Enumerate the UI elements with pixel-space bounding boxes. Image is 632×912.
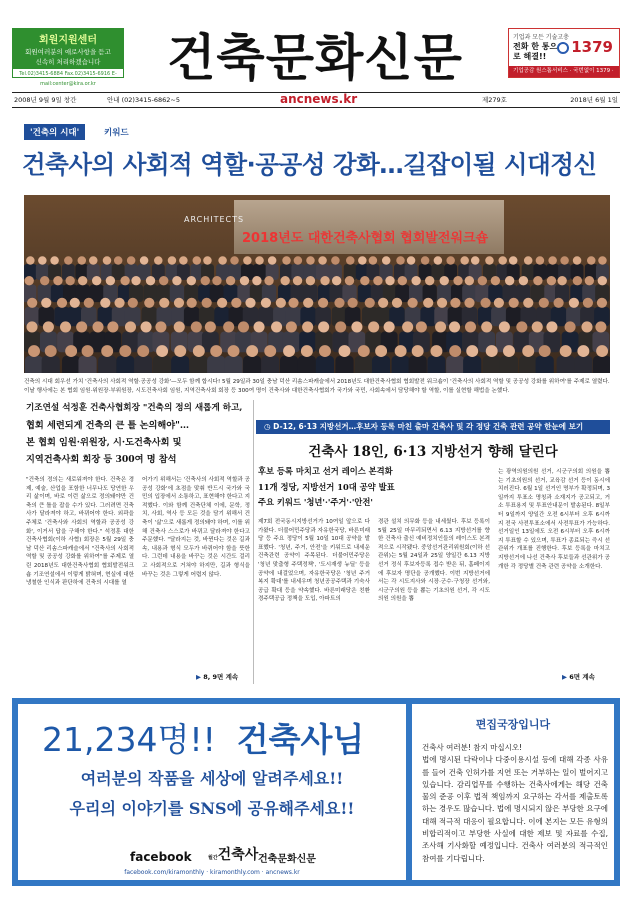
editor-body <box>422 742 608 865</box>
crowd-person-head <box>92 321 103 332</box>
hotline-footer: 기업공감 원스톱서비스 · 국번없이 1379 · www.1379.go.kr <box>509 66 619 77</box>
crowd-person-head <box>187 276 196 285</box>
crowd-person-head <box>384 321 395 332</box>
crowd-person-head <box>26 256 35 265</box>
ad-line1: 여러분의 작품을 세상에 알려주세요!! <box>80 769 344 788</box>
crowd-person-head <box>560 256 569 265</box>
crowd-person-head <box>373 276 382 285</box>
election-kicker <box>256 420 610 434</box>
crowd-person-head <box>581 321 592 332</box>
crowd-person-head <box>114 256 123 265</box>
crowd-person-head <box>505 276 514 285</box>
crowd-person-head <box>282 256 291 265</box>
hotline-line1: 기업과 모든 기술고충 <box>513 34 569 41</box>
crowd-person-head <box>276 298 286 308</box>
crowd-person-head <box>382 256 391 265</box>
crowd-person-head <box>230 256 239 265</box>
crowd-person-head <box>546 321 557 332</box>
crowd-person-head <box>302 321 313 332</box>
paper-logo[interactable]: 건축문화신문 <box>258 854 316 865</box>
crowd-person-head <box>478 276 487 285</box>
election-kicker-text: D-12, 6·13 지방선거…후보자 등록 마친 출마 건축사 및 각 정당 건축 관련 공약 한눈에 보기 <box>273 422 584 431</box>
election-lead <box>258 464 498 511</box>
crowd-person-head <box>103 256 112 265</box>
crowd-person-head <box>131 276 140 285</box>
crowd-person-head <box>119 345 131 357</box>
crowd-person-head <box>212 276 221 285</box>
crowd-person-head <box>65 345 77 357</box>
crowd-person-head <box>412 345 424 357</box>
crowd-person-head <box>223 321 234 332</box>
crowd-person-head <box>306 276 315 285</box>
crowd-person-head <box>598 256 607 265</box>
crowd-person-head <box>396 256 405 265</box>
crowd-person-head <box>446 256 455 265</box>
crowd-person-body <box>519 356 537 373</box>
crowd-person-head <box>398 276 407 285</box>
election-col3: 는 광역의원의원 선거, 시군구의회 의원을 뽑는 기초의원의 선거, 교육감 선거 등이 동시에 치러진다. 6월 1일 선거인 명부가 확정되며, 3일까지 투표소 명칭과 소재지가 공고되고, 거소 투표용지 및 투표안내문이 발송된다. 8일부터 9일까지 양일간 오전 6시부터 오후 6시까지 전국 사전투표소에서 사전투표가 가능하다. 선거일인 13일에도 오전 6시부터 오후 6시까지 투표할 수 있으며, 투표가 종료되는 즉시 선관위가 개표를 진행한다. 후보 등록을 마치고 지방선거에 나선 건축사 후보들과 선관위가 공개한 각 정당별 건축 관련 공약을 소개한다. <box>498 469 610 570</box>
crowd-person-head <box>78 276 87 285</box>
election-col2: 경관 설치 의무화 등을 내세웠다. 후보 등록이 5월 25일 마무리되면서 6.13 지방선거를 향한 건축사 출신 예비정치인들의 레이스도 본격적으로 시작됐다. 중앙선거관리위원회(이하 선관위)는 5월 24일과 25일 양일간 6.13 지방선거 정식 후보자등록 접수 받은 뒤, 홈페이지에 후보자 명단을 공개했다. 이번 지방선거에서는 각 시도지사와 시장·군수·구청장 선거와, 시군구의원 등을 뽑는 기초의원 선거, 각 시도의원 의원을 뽑 <box>378 519 490 603</box>
hotline-line2: 전화 한 통으로 해결!! <box>513 42 558 61</box>
crowd-person-head <box>40 276 49 285</box>
ad-line2: 우리의 이야기를 SNS에 공유해주세요!! <box>69 799 355 818</box>
crowd-person-head <box>205 321 216 332</box>
crowd-person-head <box>53 276 62 285</box>
crowd-person-head <box>100 298 110 308</box>
crowd-person-head <box>358 345 370 357</box>
crowd-person-head <box>203 256 212 265</box>
crowd-person-head <box>465 321 476 332</box>
crowd-person-head <box>306 256 315 265</box>
crowd-person-head <box>583 298 593 308</box>
crowd-person-head <box>70 298 80 308</box>
issue-number: 제279호 <box>482 96 507 104</box>
crowd-person-head <box>255 256 264 265</box>
monthly-small: 월간 <box>208 855 218 861</box>
crowd-person-head <box>416 321 427 332</box>
crowd-person-head <box>519 276 528 285</box>
crowd-person-head <box>319 345 331 357</box>
crowd-person-head <box>45 345 57 357</box>
crowd-person-head <box>407 256 416 265</box>
election-col1: 제7회 전국동시지방선거가 10여일 앞으로 다가왔다. 더불어민주당과 자유한국당, 바른미래당 등 주요 정당이 5월 10일 10대 공약을 발표했다. '청년, 주거, 안전'을 키워드로 내세운 건축관련 공약이 주목된다. 더불어민주당은 '청년 맞춤형 주택정책', '도시재생 뉴딜' 등을 공약에 내걸었으며, 자유한국당은 '청년 주거복지 확대'를 내세우며 청년공공주택과 기숙사 공급 확대 등을 약속했다. 바른미래당은 친환경주택공급 정책을 도입, 아파트의 <box>258 519 370 603</box>
crowd-person-body <box>243 356 261 373</box>
crowd-person-head <box>411 276 420 285</box>
crowd-person-head <box>345 276 354 285</box>
crowd-person-head <box>106 276 115 285</box>
crowd-person-body <box>42 356 60 373</box>
crowd-person-head <box>293 276 302 285</box>
crowd-person-head <box>587 256 596 265</box>
crowd-person-head <box>159 276 168 285</box>
crowd-person-body <box>62 356 80 373</box>
crowd-person-head <box>246 345 258 357</box>
sns-ad[interactable] <box>12 698 412 886</box>
crowd-person-head <box>547 276 556 285</box>
crowd-person-head <box>210 345 222 357</box>
crowd-person-head <box>120 276 129 285</box>
crowd-person-head <box>375 345 387 357</box>
crowd-person-head <box>107 321 118 332</box>
left-continue[interactable] <box>196 672 238 681</box>
crowd-person-head <box>156 345 168 357</box>
crowd-person-head <box>539 345 551 357</box>
continue-arrow-icon: ▶ <box>562 673 570 681</box>
crowd-person-head <box>60 321 71 332</box>
member-support-title: 회원지원센터 <box>39 35 97 46</box>
kicker-tag: '건축의 시대' <box>24 124 85 140</box>
crowd-person-head <box>240 276 249 285</box>
crowd-person-head <box>202 298 212 308</box>
crowd-person-head <box>460 256 469 265</box>
crowd-person-head <box>331 256 340 265</box>
crowd-person-head <box>335 321 346 332</box>
crowd-person-head <box>238 321 249 332</box>
kicker-rest: 키워드 <box>104 128 129 138</box>
masthead: 건축문화신문 <box>167 29 463 87</box>
photo-brand-text: ARCHITECTS <box>184 215 245 224</box>
crowd-person-head <box>89 256 98 265</box>
crowd-person-head <box>430 345 442 357</box>
crowd-person-head <box>191 321 202 332</box>
election-continue-text: 6면 계속 <box>569 673 595 681</box>
photo-caption: 건축의 시대 회우선 가치 '건축사의 사회적 역할·공공성 강화'—모두 함께 합시다! 5월 29일과 30일 충남 덕산 리솜스파캐슬에서 2018년도 대한건축사협회 협회발전 워크숍이 '건축사의 사회적 역할 및 공공성 강화를 위하여'를 주제로 열렸다. 이날 행사에는 본 협회 임원·위원장·부위원장, 시도건축사회 임원, 지역건축사회 회장 등 300여 명이 건축사와 대한건축사협회가 국가와 국민, 사회속에서 담당해야 할 역할, 이를 실현할 해법을 논했다. <box>24 379 610 395</box>
crowd-person-head <box>41 298 51 308</box>
crowd-person-body <box>335 356 353 373</box>
crowd-person-head <box>368 321 379 332</box>
crowd-person-body <box>483 356 501 373</box>
crowd-person-head <box>494 298 504 308</box>
crowd-person-head <box>179 256 188 265</box>
crowd-person-head <box>140 256 149 265</box>
crowd-person-head <box>82 345 94 357</box>
crowd-person-head <box>125 321 136 332</box>
crowd-person-body <box>134 356 152 373</box>
crowd-person-head <box>144 298 154 308</box>
crowd-person-head <box>261 298 271 308</box>
crowd-person-head <box>146 276 155 285</box>
crowd-person-head <box>425 276 434 285</box>
crowd-person-body <box>574 356 592 373</box>
crowd-person-head <box>509 298 519 308</box>
crowd-person-head <box>159 298 169 308</box>
crowd-person-head <box>286 321 297 332</box>
crowd-person-body <box>78 356 96 373</box>
crowd-person-body <box>190 356 208 373</box>
crowd-person-head <box>449 321 460 332</box>
crowd-person-body <box>153 356 171 373</box>
crowd-person-head <box>360 276 369 285</box>
phone-ring-icon <box>557 42 569 54</box>
crowd-person-head <box>254 321 265 332</box>
crowd-person-head <box>348 298 358 308</box>
contact-number: 안내 (02)3415-6862~5 <box>107 96 180 104</box>
crowd-person-body <box>409 356 427 373</box>
crowd-person-head <box>577 345 589 357</box>
crowd-person-head <box>471 256 480 265</box>
crowd-person-head <box>440 276 449 285</box>
issue-date: 2018년 6월 1일 <box>570 96 618 104</box>
main-headline[interactable]: 건축사의 사회적 역할·공공성 강화…길잡이될 시대정신 <box>22 150 597 179</box>
crowd-person-head <box>264 276 273 285</box>
crowd-person-head <box>339 345 351 357</box>
crowd-illustration <box>24 249 610 373</box>
crowd-person-head <box>466 345 478 357</box>
editor-p2: 법에 명시된 다락이나 다중이용시설 등에 대해 각종 사유를 들어 건축 인허가를 지연 또는 거부하는 일이 벌어지고 있습니다. 감리업무를 수행하는 건축사에게는 해당 건축물의 준공 이후 법적 책임까지 요구하는 각서를 제출토록 하는 경우도 많습니다. 법에 명시되지 않은 부당한 요구에 대해 적극적 대응이 필요합니다. 이에 본지는 모든 유형의 비합리적이고 부당한 사실에 대한 제보 및 자료를 수집, 조사해 기사화할 예정입니다. 건축사 여러분의 적극적인 참여를 기다립니다. <box>422 755 608 863</box>
crowd-person-head <box>485 256 494 265</box>
member-support-box[interactable] <box>12 28 124 87</box>
crowd-person-head <box>50 256 59 265</box>
crowd-person-body <box>261 356 279 373</box>
crowd-person-body <box>280 356 298 373</box>
crowd-person-head <box>569 298 579 308</box>
crowd-person-head <box>26 321 37 332</box>
crowd-person-head <box>243 256 252 265</box>
crowd-person-head <box>231 298 241 308</box>
crowd-person-head <box>168 256 177 265</box>
crowd-person-head <box>503 345 515 357</box>
crowd-person-body <box>593 356 610 373</box>
monthly-name: 건축사 <box>217 847 259 863</box>
photo-banner-text: 2018년도 대한건축사협회 협회발전워크숍 <box>242 231 489 246</box>
crowd-person-head <box>334 298 344 308</box>
crowd-person-head <box>437 298 447 308</box>
crowd-person-body <box>116 356 134 373</box>
crowd-person-head <box>598 276 607 285</box>
crowd-person-head <box>174 321 185 332</box>
crowd-person-head <box>585 276 594 285</box>
ad-count: 21,234명!! <box>42 720 216 759</box>
crowd-person-head <box>499 321 510 332</box>
lead-line1: 기조연설 석정훈 건축사협회장 "건축의 정의 새롭게 하고, <box>26 403 243 413</box>
crowd-person-body <box>536 356 554 373</box>
member-support-text1: 회원여러분의 애로사항을 듣고 <box>25 48 111 56</box>
crowd-person-head <box>155 321 166 332</box>
crowd-person-body <box>171 356 189 373</box>
crowd-person-head <box>453 276 462 285</box>
crowd-person-head <box>84 298 94 308</box>
crowd-person-head <box>201 276 210 285</box>
crowd-person-body <box>427 356 445 373</box>
hotline-number-text: 1379 <box>571 38 613 56</box>
crowd-person-head <box>523 298 533 308</box>
crowd-person-head <box>532 321 543 332</box>
crowd-person-head <box>137 345 149 357</box>
crowd-person-head <box>481 321 492 332</box>
crowd-person-head <box>172 276 181 285</box>
crowd-person-head <box>43 321 54 332</box>
left-article-col2: 어가기 위해서는 '건축사의 사회적 역할과 공공성 강화'에 초점을 맞춰 반드시 국가와 국민의 입장에서 소통하고, 표현해야 한다고 지적했다. 이와 함께 건축단체 이에, 문학, 정치, 사회, 역사 등 모든 것을 담기 위해서 건축이 '삶'으로 새롭게 정의돼야 하며, 이를 위해 건축사 스스로가 바뀌고 달라져야 한다고 주문했다. "달라지는 것, 바뀐다는 것은 길과 속, 내용과 형식 모두가 바뀌어야 함을 뜻한다. 그런데 내용을 바꾸는 것은 시간도 걸리고 사회적으로 거쳐야 하지만, 길과 형식을 바꾸는 것은 그렇게 어렵지 않다. <box>142 477 250 578</box>
crowd-person-head <box>303 298 313 308</box>
crowd-person-head <box>378 298 388 308</box>
crowd-person-head <box>78 256 87 265</box>
election-lead3: 주요 키워드 '청년'·'주거'·'안전' <box>258 497 373 507</box>
crowd-person-head <box>557 276 566 285</box>
crowd-person-head <box>408 298 418 308</box>
crowd-person-head <box>464 298 474 308</box>
crowd-person-head <box>101 345 113 357</box>
crowd-person-head <box>385 276 394 285</box>
crowd-person-head <box>187 298 197 308</box>
crowd-person-body <box>316 356 334 373</box>
facebook-logo[interactable]: facebook <box>130 850 192 864</box>
crowd-person-head <box>218 256 227 265</box>
ad-headline <box>42 714 364 761</box>
crowd-person-head <box>318 298 328 308</box>
left-continue-text: 8, 9면 계속 <box>203 673 239 681</box>
crowd-person-head <box>346 256 355 265</box>
crowd-person-body <box>446 356 464 373</box>
crowd-person-body <box>355 356 373 373</box>
crowd-person-head <box>423 298 433 308</box>
crowd-person-head <box>358 256 367 265</box>
crowd-person-head <box>522 345 534 357</box>
crowd-person-head <box>226 276 235 285</box>
crowd-person-head <box>288 298 298 308</box>
crowd-person-head <box>301 345 313 357</box>
crowd-person-head <box>435 321 446 332</box>
crowd-person-body <box>298 356 316 373</box>
editor-p1: 건축사 여러분! 참지 마십시오! <box>422 743 523 752</box>
crowd-person-head <box>92 276 101 285</box>
crowd-person-head <box>57 298 67 308</box>
crowd-person-head <box>480 298 490 308</box>
crowd-person-head <box>76 321 87 332</box>
lead-line4: 지역건축사회 회장 등 300여 명 참석 <box>26 454 177 465</box>
crowd-person-head <box>560 345 572 357</box>
continue-arrow-icon: ▶ <box>196 673 204 681</box>
crowd-person-body <box>392 356 410 373</box>
crowd-person-head <box>565 321 576 332</box>
crowd-person-head <box>573 256 582 265</box>
crowd-person-head <box>573 276 582 285</box>
crowd-person-head <box>548 256 557 265</box>
crowd-person-head <box>449 345 461 357</box>
crowd-person-head <box>268 256 277 265</box>
clock-icon: ◷ <box>264 422 274 431</box>
reg-date: 2008년 9월 9일 창간 <box>14 96 77 104</box>
crowd-person-head <box>392 298 402 308</box>
crowd-person-head <box>351 321 362 332</box>
crowd-person-head <box>486 345 498 357</box>
crowd-person-body <box>98 356 116 373</box>
crowd-person-body <box>207 356 225 373</box>
left-lead <box>26 400 252 468</box>
crowd-person-head <box>516 321 527 332</box>
crowd-person-head <box>294 256 303 265</box>
crowd-person-head <box>596 345 608 357</box>
column-divider <box>253 400 254 684</box>
election-lead2: 11개 정당, 지방선거 10대 공약 발표 <box>258 481 395 492</box>
crowd-person-head <box>369 256 378 265</box>
crowd-person-body <box>557 356 575 373</box>
crowd-person-head <box>25 276 34 285</box>
crowd-person-head <box>509 256 518 265</box>
crowd-person-head <box>402 321 413 332</box>
crowd-person-head <box>38 256 47 265</box>
crowd-person-head <box>193 256 202 265</box>
crowd-person-body <box>500 356 518 373</box>
election-continue[interactable] <box>562 672 595 681</box>
crowd-person-head <box>595 321 606 332</box>
crowd-person-head <box>318 321 329 332</box>
crowd-person-head <box>365 298 375 308</box>
left-article-col1: "건축의 정의는 새로워져야 한다. 건축은 경제, 예술, 산업을 포함한 너무나도 당연한 우리 삶이며, 바로 이런 삶으로 정의돼야만 건축의 큰 틀을 잡을 수가 있다. 그러려면 건축사가 달라져야 하고, 바뀌어야 한다. 외곽을 주체로 '건축사와 사회의 역할과 공공성 강화', 이거서 답을 구해야 한다." 석정훈 대한건축사협회(이하 사협) 회장은 5월 29일 충남 덕산 리솜스파캐슬에서 "건축사의 사회적 역할 및 공공성 강화를 위하여"를 주제로 열린 2018년도 대한건축사협회 협회발전워크숍 기조연설에서 이렇게 밝혀며, 현실에 대한 냉철한 인식과 판단하에 건축의 시대를 열 <box>26 477 134 587</box>
monthly-logo[interactable] <box>208 844 258 864</box>
member-support-text2: 신속히 처리하겠습니다 <box>35 58 101 66</box>
crowd-person-head <box>539 298 549 308</box>
crowd-person-head <box>320 276 329 285</box>
crowd-person-head <box>27 298 37 308</box>
site-link[interactable]: ancnews.kr <box>280 92 358 106</box>
crowd-person-head <box>28 345 40 357</box>
issue-meta-bar <box>12 92 620 108</box>
crowd-person-body <box>224 356 242 373</box>
crowd-person-head <box>554 298 564 308</box>
crowd-person-head <box>193 345 205 357</box>
crowd-person-head <box>533 276 542 285</box>
crowd-person-head <box>597 298 607 308</box>
crowd-person-head <box>245 298 255 308</box>
hotline-ad-box[interactable] <box>508 28 620 85</box>
crowd-person-head <box>66 276 75 285</box>
crowd-person-head <box>395 345 407 357</box>
crowd-person-head <box>283 345 295 357</box>
crowd-person-head <box>174 298 184 308</box>
editor-title: 편집국장입니다 <box>475 718 551 731</box>
crowd-person-head <box>217 298 227 308</box>
crowd-person-body <box>463 356 481 373</box>
crowd-person-head <box>491 276 500 285</box>
crowd-person-head <box>127 256 135 265</box>
election-lead1: 후보 등록 마치고 선거 레이스 본격화 <box>258 466 393 476</box>
crowd-person-head <box>64 256 73 265</box>
crowd-person-head <box>536 256 545 265</box>
editor-box <box>412 698 620 886</box>
crowd-person-head <box>114 298 124 308</box>
crowd-person-head <box>228 345 240 357</box>
crowd-person-head <box>465 276 474 285</box>
lead-line2: 협회 세련되게 건축의 큰 틀 논의해야"… <box>26 420 190 431</box>
ad-target: 건축사님 <box>236 720 365 759</box>
crowd-person-head <box>174 345 186 357</box>
crowd-person-head <box>332 276 341 285</box>
lead-line3: 본 협회 임원·위원장, 시·도건축사회 및 <box>26 437 182 448</box>
crowd-person-head <box>318 256 327 265</box>
crowd-person-body <box>25 356 43 373</box>
crowd-person-head <box>421 256 430 265</box>
crowd-person-body <box>372 356 390 373</box>
election-headline[interactable]: 건축사 18인, 6·13 지방선거 향해 달린다 <box>308 444 558 460</box>
workshop-photo[interactable] <box>24 195 610 373</box>
crowd-person-head <box>264 345 276 357</box>
member-support-contact: Tel.02)3415-6884 Fax.02)3415-6916 E-mail:center@kira.or.kr <box>12 68 124 78</box>
crowd-person-head <box>524 256 533 265</box>
crowd-person-head <box>252 276 261 285</box>
crowd-person-head <box>128 298 138 308</box>
crowd-person-head <box>141 321 152 332</box>
crowd-person-head <box>498 256 507 265</box>
crowd-person-head <box>450 298 460 308</box>
crowd-person-head <box>154 256 163 265</box>
crowd-person-head <box>281 276 290 285</box>
crowd-person-head <box>434 256 443 265</box>
crowd-person-head <box>271 321 282 332</box>
ad-links[interactable]: facebook.com/kiramonthly · kiramonthly.com · ancnews.kr <box>124 869 300 876</box>
hotline-number <box>557 38 613 56</box>
